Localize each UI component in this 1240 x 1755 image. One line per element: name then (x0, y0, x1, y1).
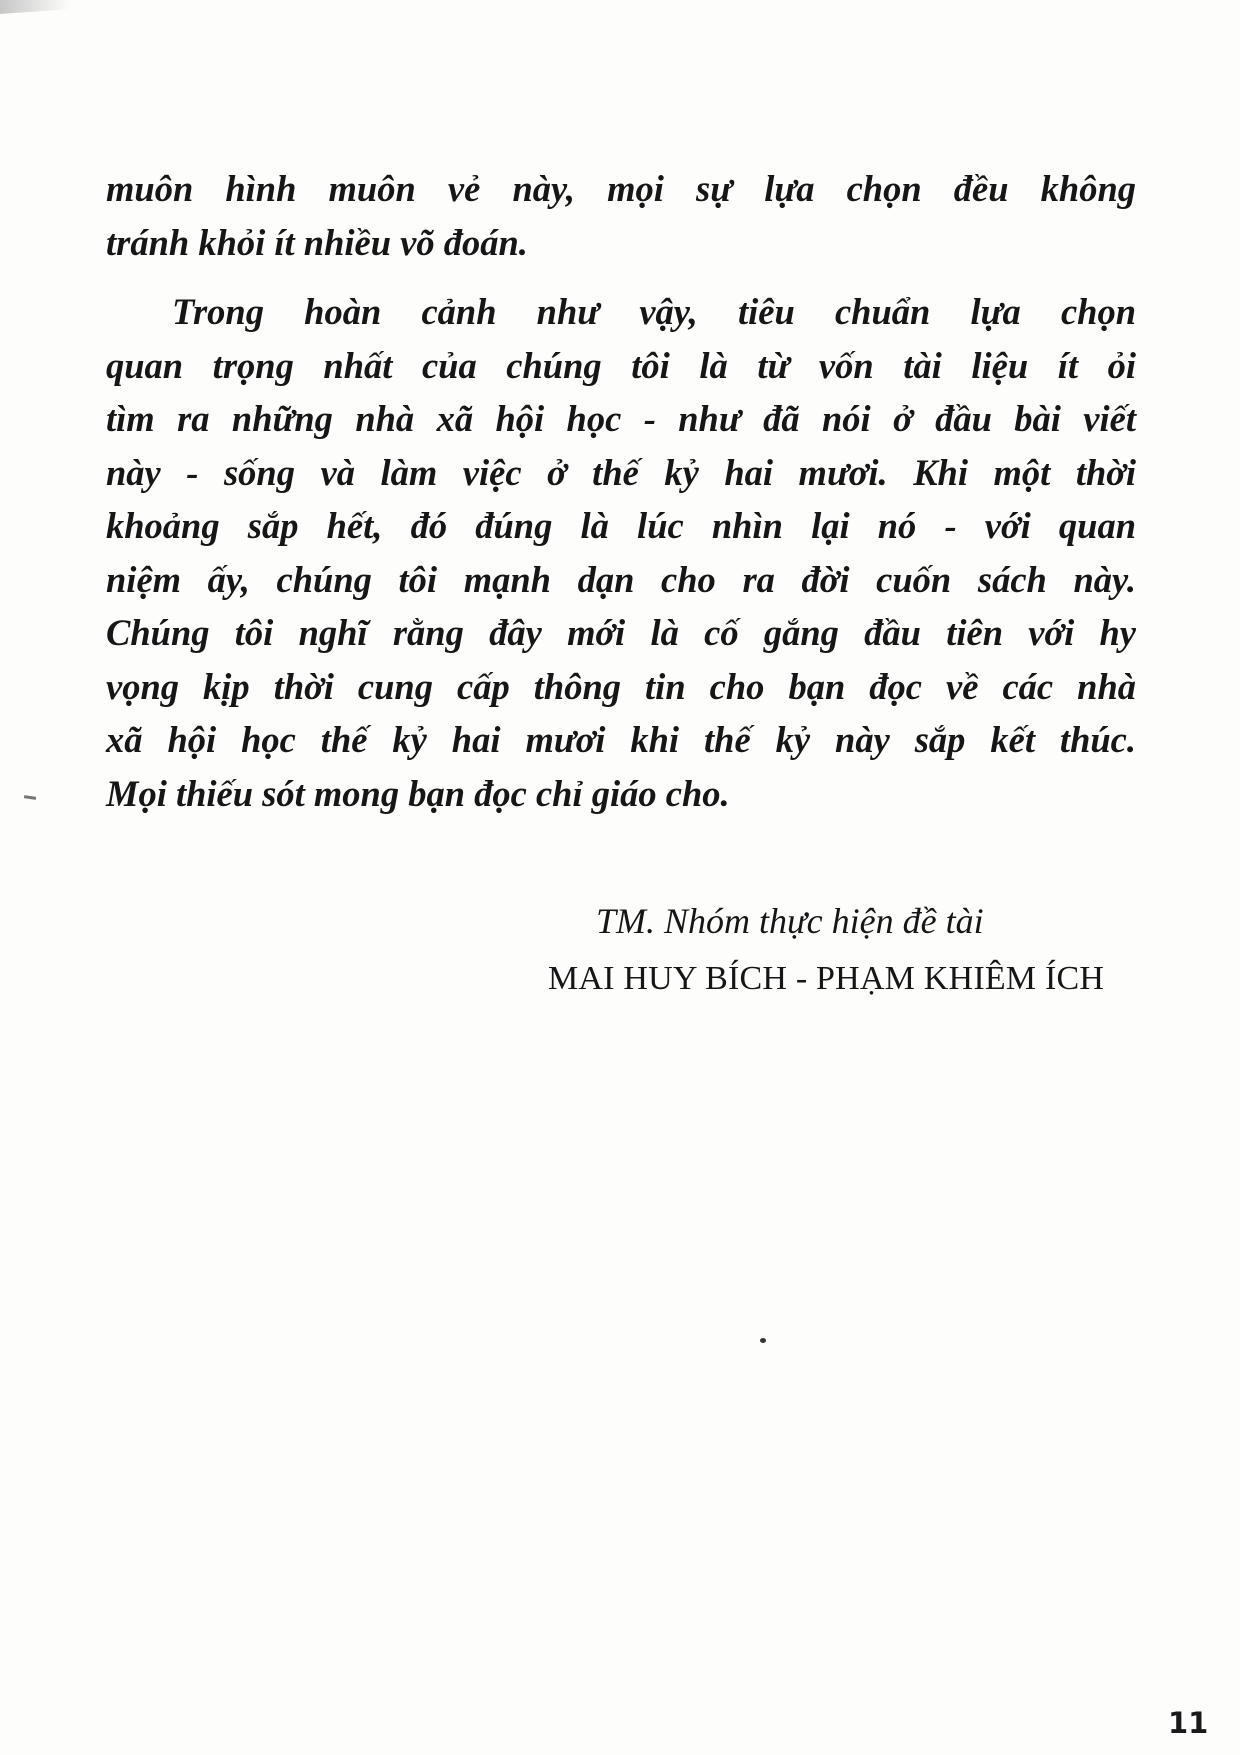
page-number: 11 (1168, 1706, 1209, 1740)
scan-mark-dot (760, 1338, 766, 1343)
body-line: vọng kịp thời cung cấp thông tin cho bạn đọc về các nhà (106, 665, 1136, 707)
body-line: niệm ấy, chúng tôi mạnh dạn cho ra đời cuốn sách này. (106, 558, 1136, 600)
paragraph-gap (106, 269, 1136, 285)
body-line: Trong hoàn cảnh như vậy, tiêu chuẩn lựa chọn (172, 291, 1136, 332)
body-line: quan trọng nhất của chúng tôi là từ vốn tài liệu ít ỏi (106, 344, 1136, 386)
scan-mark-dash (24, 795, 36, 800)
scan-corner-shadow (0, 0, 70, 14)
body-line: tìm ra những nhà xã hội học - như đã nói ở đầu bài viết (106, 398, 1136, 439)
body-line: này - sống và làm việc ở thế kỷ hai mươi. Khi một thời (106, 451, 1136, 493)
signature-role: TM. Nhóm thực hiện đề tài (596, 901, 984, 941)
body-line: xã hội học thế kỷ hai mươi khi thế kỷ này sắp kết thúc. (106, 719, 1136, 760)
body-line: Mọi thiếu sót mong bạn đọc chỉ giáo cho. (106, 772, 730, 814)
body-text (106, 162, 1136, 820)
body-line: khoảng sắp hết, đó đúng là lúc nhìn lại nó - với quan (106, 505, 1136, 546)
body-line: Chúng tôi nghĩ rằng đây mới là cố gắng đầu tiên với hy (106, 612, 1136, 653)
body-line: tránh khỏi ít nhiều võ đoán. (106, 221, 528, 263)
body-line: muôn hình muôn vẻ này, mọi sự lựa chọn đều không (106, 168, 1136, 209)
signature-names: MAI HUY BÍCH - PHẠM KHIÊM ÍCH (548, 960, 1105, 997)
